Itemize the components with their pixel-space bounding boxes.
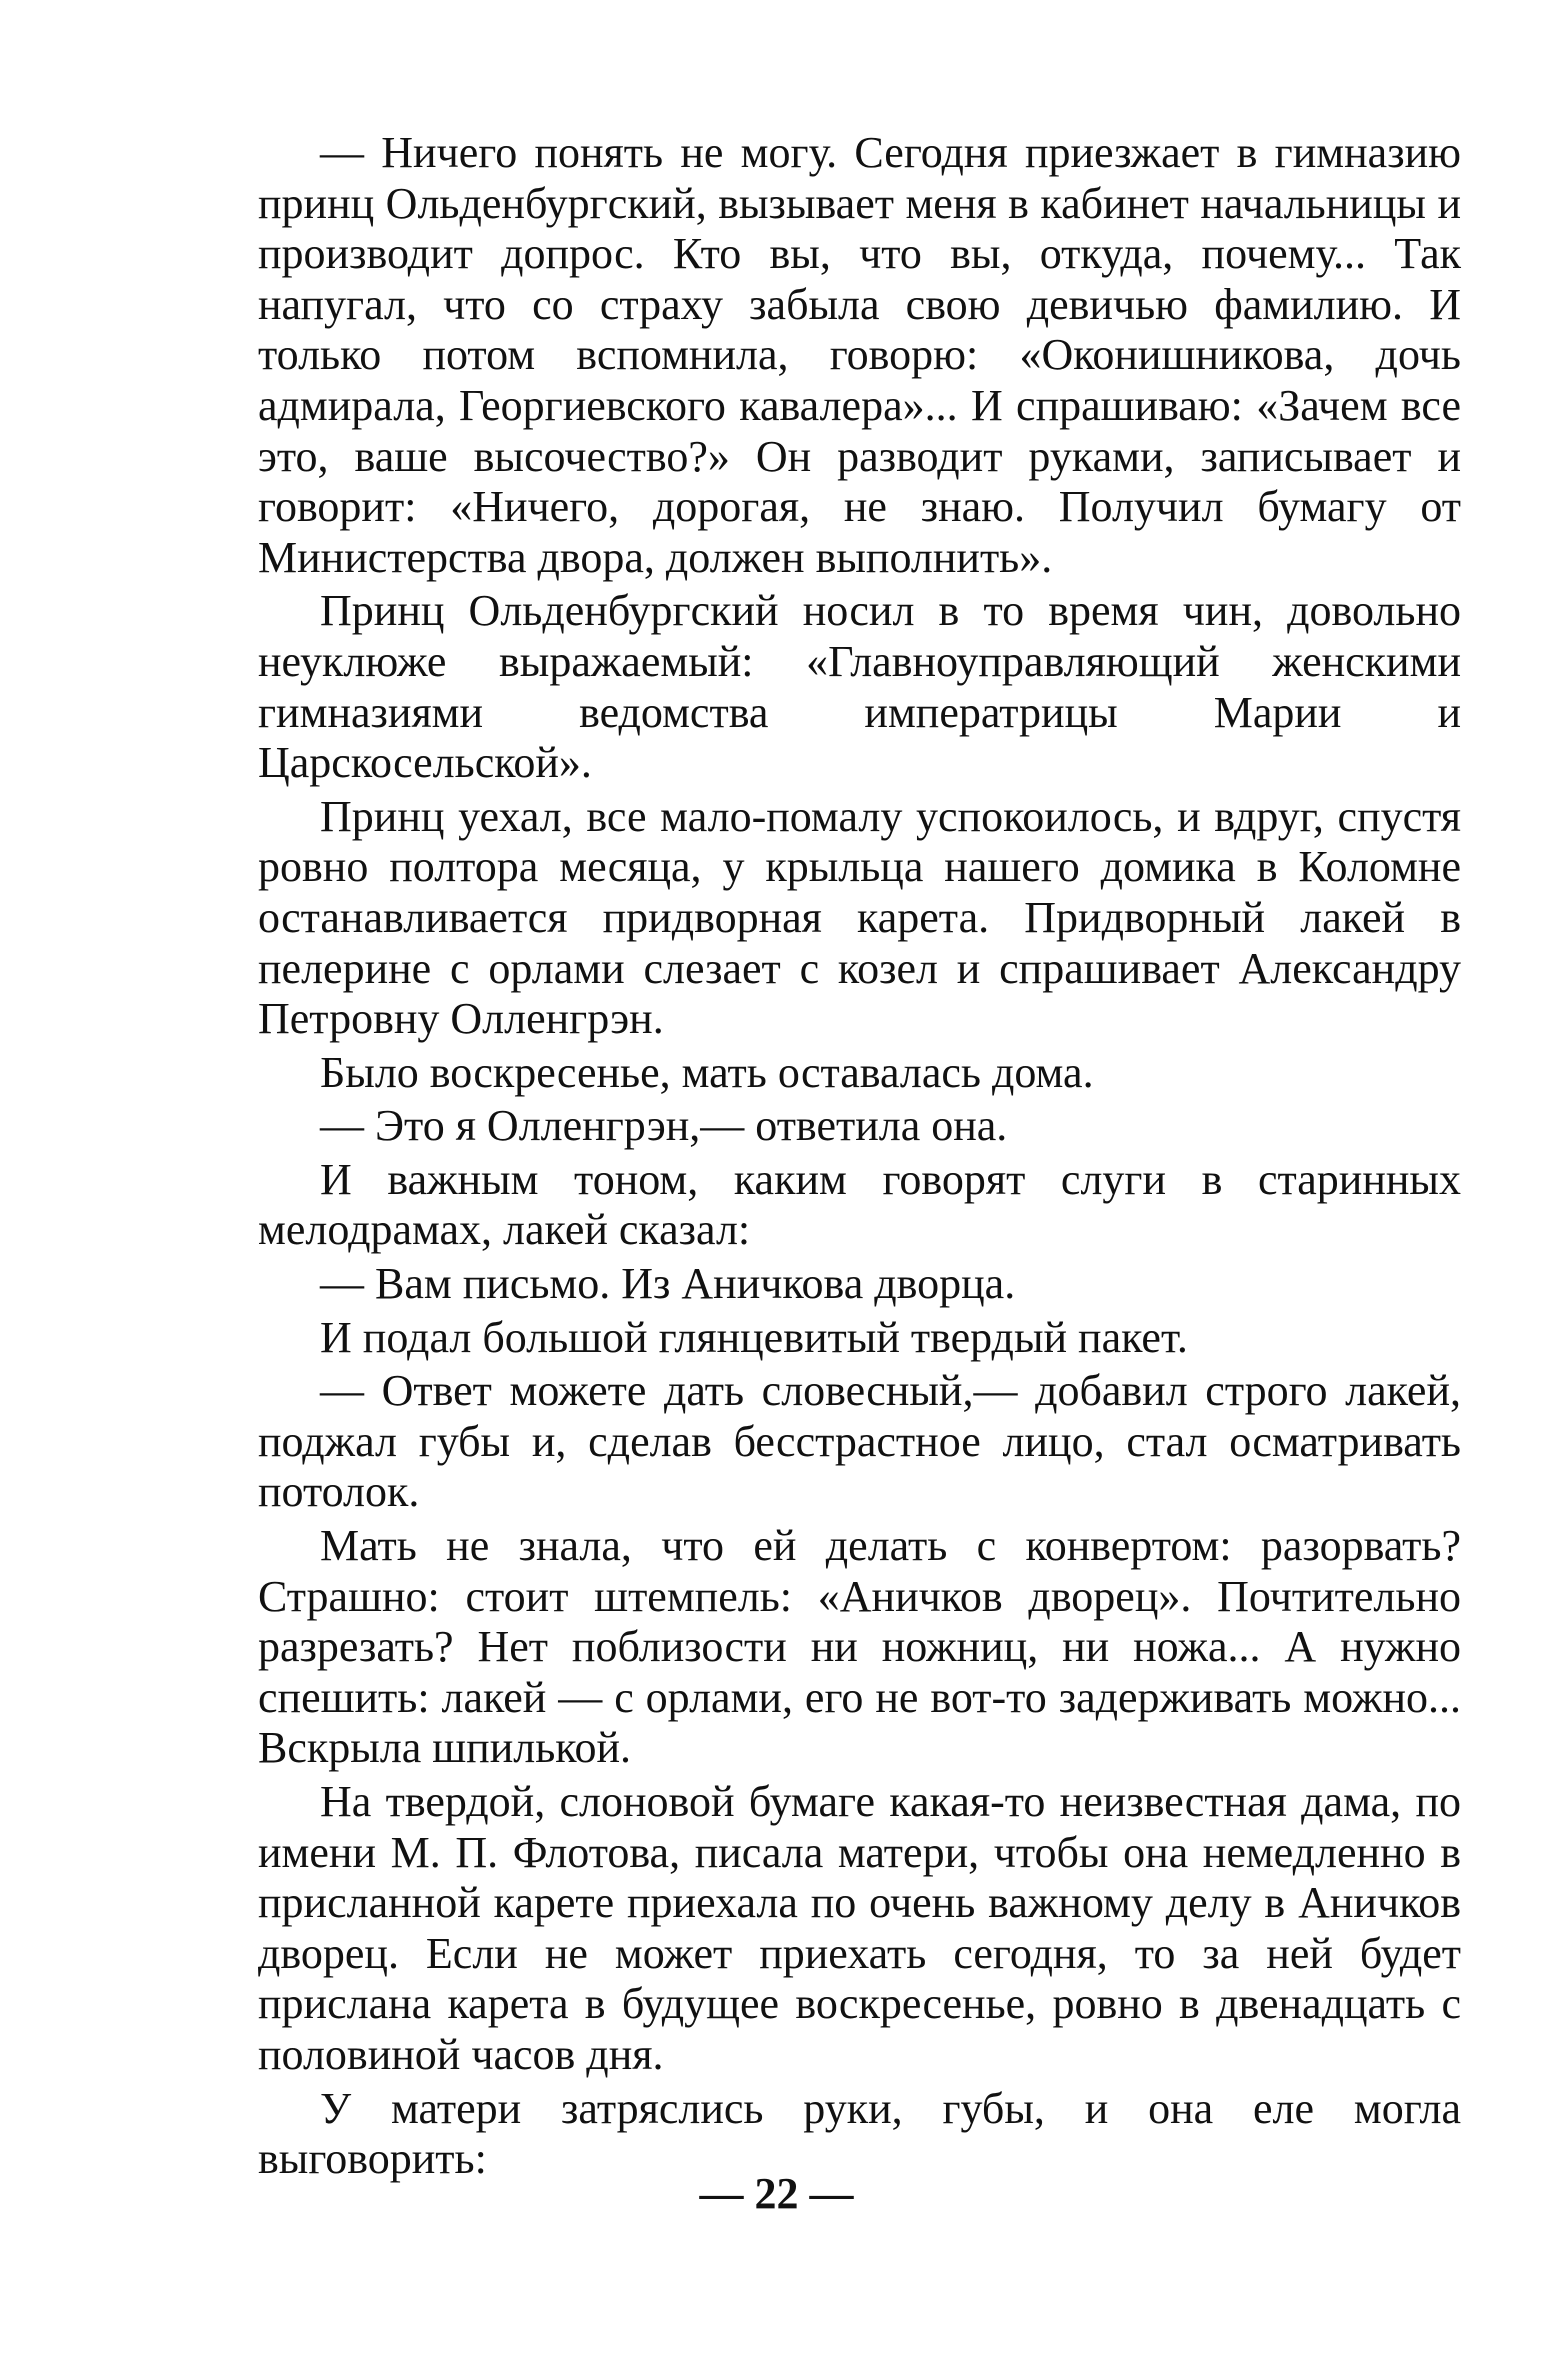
paragraph-2: Принц Ольденбургский носил в то время чин, довольно неуклюже выражаемый: «Главноуправляющий женскими гимназиями ведомства императрицы Марии и Царскосельской». [258,586,1461,788]
page-body [258,128,1461,2188]
paragraph-4: Было воскресенье, мать оставалась дома. [320,1047,1094,1097]
paragraph-5: — Это я Олленгрэн,— ответила она. [320,1101,1008,1151]
paragraph-7: — Вам письмо. Из Аничкова дворца. [320,1259,1016,1309]
paragraph-6: И важным тоном, каким говорят слуги в старинных мелодрамах, лакей сказал: [258,1154,1461,1255]
page-number: — 22 — [699,2169,854,2218]
paragraph-9: — Ответ можете дать словесный,— добавил строго лакей, поджал губы и, сделав бесстрастное лицо, стал осматривать потолок. [258,1366,1461,1517]
paragraph-1: — Ничего понять не могу. Сегодня приезжает в гимназию принц Ольденбургский, вызывает меня в кабинет начальницы и производит допрос. Кто вы, что вы, откуда, почему... Так напугал, что со страху забыла свою девичью фамилию. И только потом вспомнила, говорю: «Оконишникова, дочь адмирала, Георгиевского кавалера»... И спрашиваю: «Зачем все это, ваше высочество?» Он разводит руками, записывает и говорит: «Ничего, дорогая, не знаю. Получил бумагу от Министерства двора, должен выполнить». [258,128,1461,582]
paragraph-3: Принц уехал, все мало-помалу успокоилось, и вдруг, спустя ровно полтора месяца, у крыльца нашего домика в Коломне останавливается придворная карета. Придворный лакей в пелерине с орлами слезает с козел и спрашивает Александру Петровну Олленгрэн. [258,791,1461,1044]
paragraph-11: На твердой, слоновой бумаге какая-то неизвестная дама, по имени М. П. Флотова, писала матери, чтобы она немедленно в присланной карете приехала по очень важному делу в Аничков дворец. Если не может приехать сегодня, то за ней будет прислана карета в будущее воскресенье, ровно в двенадцать с половиной часов дня. [258,1777,1461,2079]
paragraph-10: Мать не знала, что ей делать с конвертом: разорвать? Страшно: стоит штемпель: «Аничков дворец». Почтительно разрезать? Нет поблизости ни ножниц, ни ножа... А нужно спешить: лакей — с орлами, его не вот-то задерживать можно... Вскрыла шпилькой. [258,1521,1461,1773]
paragraph-8: И подал большой глянцевитый твердый пакет. [320,1312,1188,1362]
paragraph-12: У матери затряслись руки, губы, и она еле могла выговорить: [258,2083,1461,2184]
